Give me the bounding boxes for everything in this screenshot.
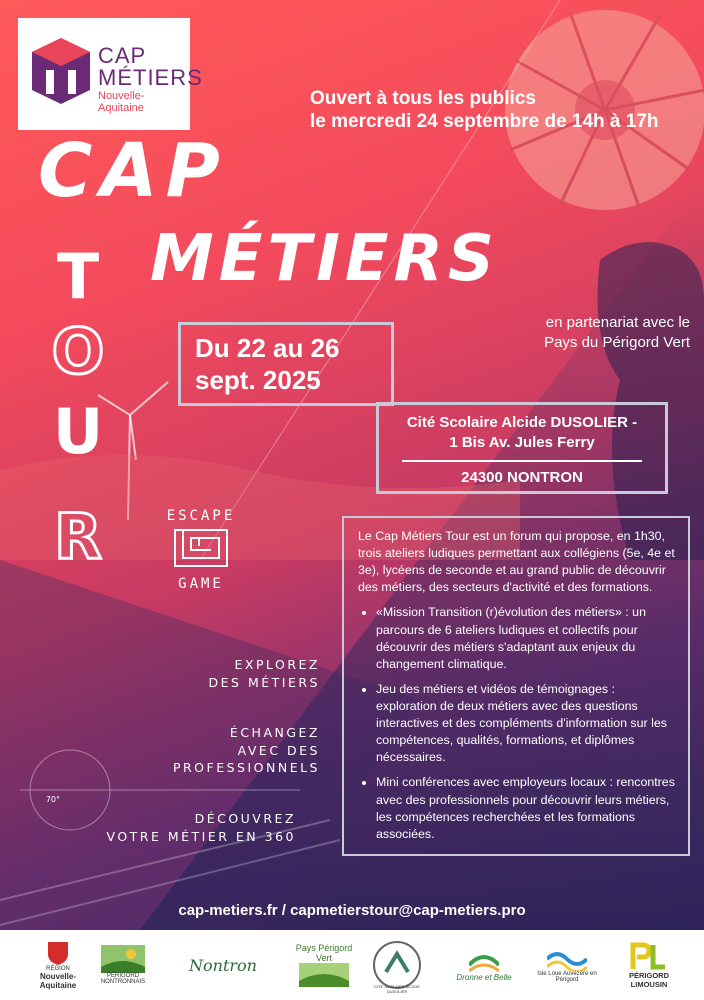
tour-letter-o: O bbox=[51, 315, 105, 388]
green-landscape-icon bbox=[299, 963, 349, 987]
address-line-2: 1 Bis Av. Jules Ferry bbox=[449, 434, 595, 452]
tour-letter-r: R bbox=[54, 500, 102, 573]
workshop-item: • «Mission Transition (r)évolution des métiers» : un parcours de 6 ateliers ludiques et collectifs pour découvrir des métiers s'adaptant aux enjeux du changement climatique. bbox=[376, 604, 676, 672]
dates-box bbox=[178, 322, 394, 406]
partner-nontronnais-name: PÉRIGORD NONTRONNAIS bbox=[100, 973, 146, 985]
escape-label: ESCAPE bbox=[166, 508, 236, 524]
partner-perigord-limousin-name: PÉRIGORD LIMOUSIN bbox=[628, 971, 669, 989]
partner-region-logo[interactable] bbox=[30, 936, 86, 994]
tagline-decouvre-2: VOTRE MÉTIER EN 360 bbox=[106, 828, 296, 844]
address-box bbox=[376, 402, 668, 494]
workshop-item: • Mini conférences avec employeurs locaux : rencontres avec des professionnels pour découvrir leurs métiers, les compétences recherchées et les formations associées. bbox=[376, 774, 676, 842]
partner-logos-bar bbox=[0, 930, 704, 1000]
partner-cite-scolaire-name: CITÉ SCOLAIRE ALCIDE DUSOLIER bbox=[374, 984, 420, 994]
region-crest-icon bbox=[45, 940, 71, 966]
tour-letter-t: T bbox=[56, 240, 100, 313]
description-intro: Le Cap Métiers Tour est un forum qui propose, en 1h30, trois ateliers ludiques permettant aux collégiens (5e, 4e et 3e), lycéens de seconde et au grand public de découvrir des métiers, des secteurs d'activité et des formations. bbox=[358, 529, 675, 595]
partner-cite-scolaire-logo[interactable] bbox=[364, 936, 430, 994]
dates-line-1: Du 22 au 26 bbox=[195, 333, 340, 363]
tagline-echange-2: AVEC DES bbox=[237, 742, 320, 758]
partner-dronne-belle-logo[interactable] bbox=[450, 936, 518, 994]
partner-isle-loue-name: Isle Loue Auvézère en Périgord bbox=[537, 971, 597, 983]
pl-icon bbox=[629, 941, 669, 971]
partner-nontron-name: Nontron bbox=[189, 955, 257, 975]
tagline-echange bbox=[150, 724, 320, 777]
partner-line-1: en partenariat avec le bbox=[545, 314, 690, 331]
cube-logo-icon bbox=[32, 38, 90, 108]
opening-line-2: le mercredi 24 septembre de 14h à 17h bbox=[310, 110, 659, 132]
partner-region-name: Nouvelle-Aquitaine bbox=[39, 972, 77, 990]
description-box bbox=[342, 516, 690, 856]
tagline-explore-1: EXPLOREZ bbox=[234, 657, 320, 672]
partner-dronne-belle-name: Dronne et Belle bbox=[456, 972, 512, 982]
workshop-list bbox=[358, 604, 676, 842]
dronne-icon bbox=[469, 949, 499, 973]
school-seal-icon bbox=[372, 940, 422, 990]
address-line-3: 24300 NONTRON bbox=[461, 468, 583, 486]
tagline-explore-2: DES MÉTIERS bbox=[208, 674, 320, 690]
landscape-icon bbox=[101, 945, 145, 973]
partner-perigord-limousin-logo[interactable] bbox=[614, 936, 684, 994]
tour-letter-u: U bbox=[52, 395, 104, 468]
address-divider bbox=[402, 460, 642, 462]
wave-icon bbox=[547, 947, 587, 971]
partner-isle-loue-logo[interactable] bbox=[528, 936, 606, 994]
dates-line-2: sept. 2025 bbox=[195, 364, 321, 395]
partner-perigord-vert-name: Pays Périgord Vert bbox=[295, 943, 353, 963]
partner-nontronnais-logo[interactable] bbox=[92, 936, 154, 994]
angle-label: 70° bbox=[45, 795, 60, 804]
cap-metiers-logo[interactable] bbox=[18, 18, 203, 130]
tagline-decouvre-1: DÉCOUVREZ bbox=[194, 811, 296, 826]
opening-info bbox=[310, 88, 700, 134]
tagline-echange-1: ÉCHANGEZ bbox=[229, 725, 320, 740]
tagline-echange-3: PROFESSIONNELS bbox=[172, 760, 320, 775]
logo-metiers: MÉTIERS bbox=[98, 65, 203, 90]
address-line-1: Cité Scolaire Alcide DUSOLIER - bbox=[406, 414, 638, 431]
title-metiers: MÉTIERS bbox=[150, 222, 499, 296]
game-label: GAME bbox=[178, 576, 224, 592]
contact-line[interactable]: cap-metiers.fr / capmetierstour@cap-metiers.pro bbox=[178, 902, 526, 919]
logo-cap: CAP bbox=[98, 43, 147, 68]
tagline-explore bbox=[150, 656, 320, 691]
partner-perigord-vert-logo[interactable] bbox=[290, 936, 358, 994]
title-cap: CAP bbox=[38, 128, 228, 214]
partner-region-small: RÉGION bbox=[46, 966, 70, 972]
logo-region: Nouvelle-Aquitaine bbox=[98, 90, 145, 114]
partnership-text bbox=[430, 313, 690, 352]
partner-line-2: Pays du Périgord Vert bbox=[544, 333, 690, 351]
opening-line-1: Ouvert à tous les publics bbox=[310, 88, 536, 109]
workshop-item: • Jeu des métiers et vidéos de témoignages : exploration de deux métiers avec des questions interactives et des compléments d'information sur les compétences, qualités, formations, et diplômes nécessaires. bbox=[376, 681, 676, 767]
escape-game-badge bbox=[158, 508, 244, 592]
maze-icon bbox=[173, 528, 229, 568]
tagline-decouvre bbox=[60, 810, 296, 845]
partner-nontron-logo[interactable] bbox=[168, 936, 278, 994]
